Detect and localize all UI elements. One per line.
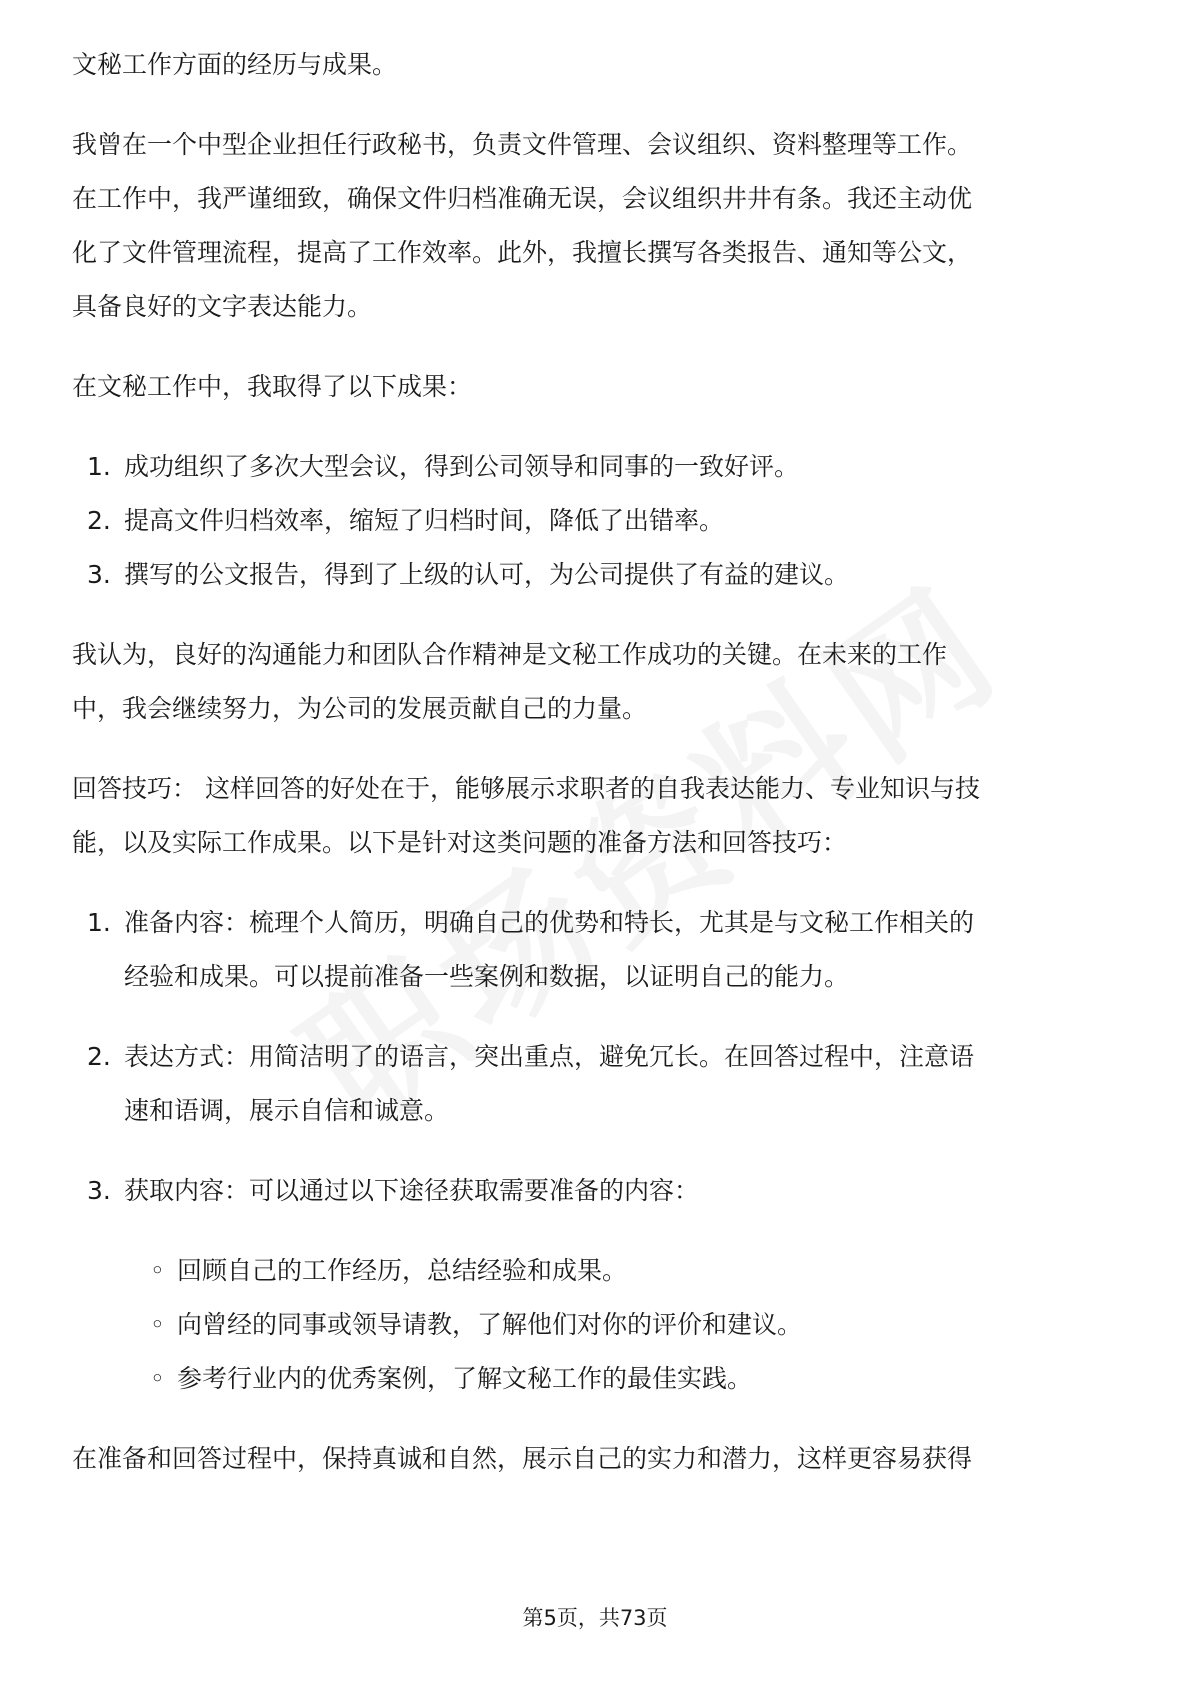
list-number: 1. bbox=[87, 452, 111, 481]
tips-paragraph-line: 回答技巧： 这样回答的好处在于，能够展示求职者的自我表达能力、专业知识与技 bbox=[72, 774, 980, 803]
paragraph1-line: 在工作中，我严谨细致，确保文件归档准确无误，会议组织井井有条。我还主动优 bbox=[72, 184, 973, 213]
achievement-item: 成功组织了多次大型会议，得到公司领导和同事的一致好评。 bbox=[124, 452, 800, 481]
list-number: 2. bbox=[87, 506, 111, 535]
achievement-item: 提高文件归档效率，缩短了归档时间，降低了出错率。 bbox=[124, 506, 725, 535]
bullet-marker: ◦ bbox=[150, 1310, 165, 1339]
list-number: 1. bbox=[87, 908, 111, 937]
list-number: 3. bbox=[87, 560, 111, 589]
list-number: 3. bbox=[87, 1176, 111, 1205]
tips-paragraph-line: 能，以及实际工作成果。以下是针对这类问题的准备方法和回答技巧： bbox=[72, 828, 848, 857]
achievement-item: 撰写的公文报告，得到了上级的认可，为公司提供了有益的建议。 bbox=[124, 560, 850, 589]
tip-item-line: 速和语调，展示自信和诚意。 bbox=[124, 1096, 450, 1125]
tip-item-line: 获取内容：可以通过以下途径获取需要准备的内容： bbox=[124, 1176, 700, 1205]
achievements-heading: 在文秘工作中，我取得了以下成果： bbox=[72, 372, 473, 401]
intro-line: 文秘工作方面的经历与成果。 bbox=[72, 50, 398, 79]
sub-bullet-item: 回顾自己的工作经历，总结经验和成果。 bbox=[177, 1256, 628, 1285]
page-footer: 第5页，共73页 bbox=[522, 1606, 668, 1630]
paragraph1-line: 具备良好的文字表达能力。 bbox=[72, 292, 373, 321]
sub-bullet-item: 向曾经的同事或领导请教，了解他们对你的评价和建议。 bbox=[177, 1310, 803, 1339]
list-number: 2. bbox=[87, 1042, 111, 1071]
tip-item-line: 经验和成果。可以提前准备一些案例和数据，以证明自己的能力。 bbox=[124, 962, 850, 991]
tip-item-line: 表达方式：用简洁明了的语言，突出重点，避免冗长。在回答过程中，注意语 bbox=[124, 1042, 975, 1071]
paragraph1-line: 化了文件管理流程，提高了工作效率。此外，我擅长撰写各类报告、通知等公文， bbox=[72, 238, 973, 267]
paragraph1-line: 我曾在一个中型企业担任行政秘书，负责文件管理、会议组织、资料整理等工作。 bbox=[72, 130, 973, 159]
paragraph2-line: 我认为，良好的沟通能力和团队合作精神是文秘工作成功的关键。在未来的工作 bbox=[72, 640, 948, 669]
bullet-marker: ◦ bbox=[150, 1256, 165, 1285]
tip-item-line: 准备内容：梳理个人简历，明确自己的优势和特长，尤其是与文秘工作相关的 bbox=[124, 908, 975, 937]
sub-bullet-item: 参考行业内的优秀案例，了解文秘工作的最佳实践。 bbox=[177, 1364, 753, 1393]
paragraph2-line: 中，我会继续努力，为公司的发展贡献自己的力量。 bbox=[72, 694, 648, 723]
closing-line: 在准备和回答过程中，保持真诚和自然，展示自己的实力和潜力，这样更容易获得 bbox=[72, 1444, 973, 1473]
bullet-marker: ◦ bbox=[150, 1364, 165, 1393]
